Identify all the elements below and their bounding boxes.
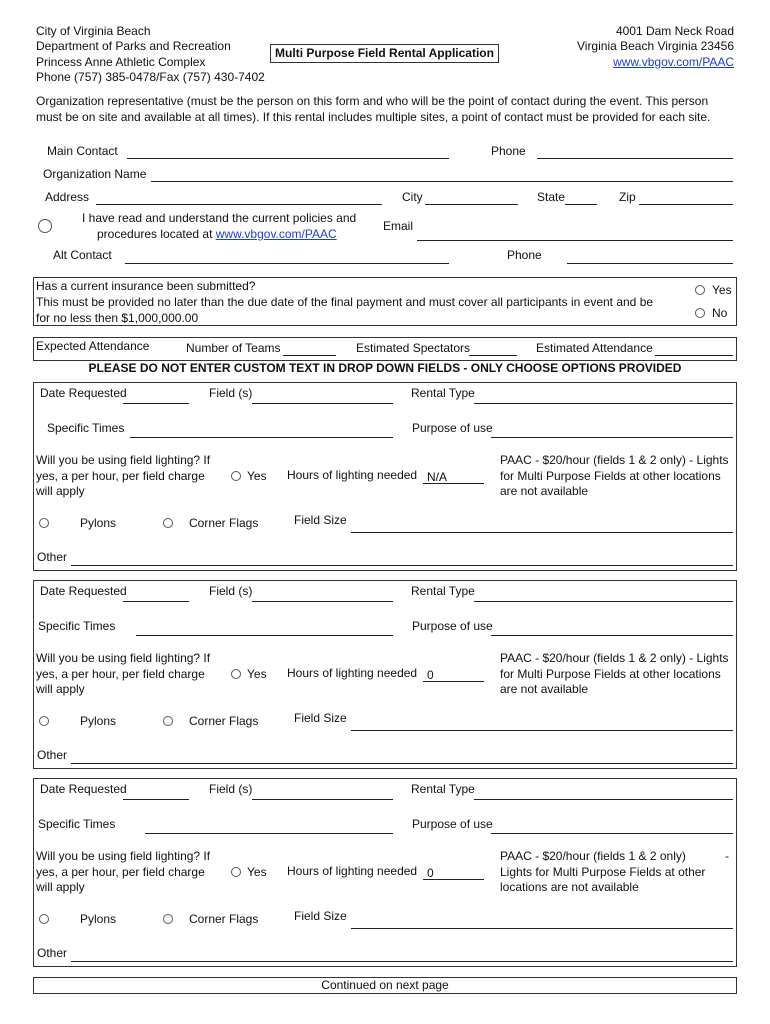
- pylons-label: Pylons: [80, 912, 117, 926]
- specific-times-label: Specific Times: [47, 421, 125, 435]
- policy-acknowledge-radio[interactable]: [38, 219, 52, 233]
- hours-of-lighting-value[interactable]: N/A: [427, 470, 448, 484]
- number-of-teams-label: Number of Teams: [186, 341, 281, 355]
- alt-contact-field[interactable]: [125, 263, 449, 264]
- intro-line-2: must be on site and available at all times). If this rental includes multiple sites, a point of contact must be provided for each site.: [36, 110, 711, 124]
- form-title: [270, 44, 499, 63]
- email-label: Email: [383, 219, 414, 233]
- corner-flags-radio[interactable]: [163, 716, 173, 726]
- organization-name-field[interactable]: [151, 181, 733, 182]
- footer-box: [33, 977, 737, 994]
- hours-of-lighting-label: Hours of lighting needed: [287, 864, 418, 878]
- specific-times-label: Specific Times: [38, 817, 116, 831]
- rental-type-label: Rental Type: [411, 584, 475, 598]
- lighting-yes-label: Yes: [247, 469, 267, 483]
- policy-text-line-1: I have read and understand the current policies and: [82, 211, 357, 225]
- corner-flags-label: Corner Flags: [189, 516, 259, 530]
- fields-dropdown[interactable]: [252, 601, 393, 602]
- paac-note-line-2: Lights for Multi Purpose Fields at other: [500, 865, 706, 879]
- policy-link[interactable]: www.vbgov.com/PAAC: [215, 227, 337, 241]
- pylons-radio[interactable]: [39, 518, 49, 528]
- header-org-line-1: City of Virginia Beach: [36, 24, 151, 38]
- lighting-question-line-3: will apply: [36, 682, 85, 696]
- insurance-note-line-1: This must be provided no later than the due date of the final payment and must cover all participants in event and be: [36, 295, 654, 309]
- fields-label: Field (s): [209, 386, 253, 400]
- date-requested-dropdown[interactable]: [123, 403, 189, 404]
- organization-name-label: Organization Name: [43, 167, 147, 181]
- date-requested-dropdown[interactable]: [123, 799, 189, 800]
- alt-phone-label: Phone: [507, 248, 542, 262]
- hours-of-lighting-value[interactable]: 0: [427, 866, 434, 880]
- date-requested-label: Date Requested: [40, 782, 127, 796]
- estimated-spectators-field[interactable]: [469, 355, 517, 356]
- specific-times-field[interactable]: [130, 437, 393, 438]
- purpose-dropdown[interactable]: [491, 833, 733, 834]
- lighting-question-line-1: Will you be using field lighting? If: [36, 849, 211, 863]
- fields-dropdown[interactable]: [252, 799, 393, 800]
- other-label: Other: [37, 946, 68, 960]
- lighting-yes-radio[interactable]: [231, 471, 241, 481]
- lighting-yes-label: Yes: [247, 667, 267, 681]
- lighting-yes-label: Yes: [247, 865, 267, 879]
- fields-dropdown[interactable]: [252, 403, 393, 404]
- dropdown-notice: PLEASE DO NOT ENTER CUSTOM TEXT IN DROP DOWN FIELDS - ONLY CHOOSE OPTIONS PROVIDED: [88, 361, 682, 375]
- email-field[interactable]: [417, 240, 733, 241]
- header-website-link[interactable]: www.vbgov.com/PAAC: [613, 55, 734, 69]
- header-address-line-1: 4001 Dam Neck Road: [615, 24, 734, 38]
- address-label: Address: [45, 190, 90, 204]
- phone-label: Phone: [491, 144, 526, 158]
- header-address-line-2: Virginia Beach Virginia 23456: [576, 39, 734, 53]
- lighting-yes-radio[interactable]: [231, 669, 241, 679]
- policy-text-line-2: [97, 227, 337, 241]
- alt-phone-field[interactable]: [567, 263, 733, 264]
- hours-of-lighting-label: Hours of lighting needed: [287, 468, 418, 482]
- paac-note-line-2: for Multi Purpose Fields at other locations: [500, 667, 721, 681]
- lighting-question-line-3: will apply: [36, 880, 85, 894]
- lighting-question-line-3: will apply: [36, 484, 85, 498]
- date-requested-dropdown[interactable]: [123, 601, 189, 602]
- paac-note-line-1: PAAC - $20/hour (fields 1 & 2 only) - Lights: [500, 651, 729, 665]
- rental-type-label: Rental Type: [411, 782, 475, 796]
- field-size-label: Field Size: [294, 513, 347, 527]
- form-title-text: Multi Purpose Field Rental Application: [275, 46, 494, 60]
- paac-note-line-3: are not available: [500, 682, 589, 696]
- paac-note-line-1: PAAC - $20/hour (fields 1 & 2 only) - Lights: [500, 453, 729, 467]
- fields-label: Field (s): [209, 584, 253, 598]
- alt-contact-label: Alt Contact: [53, 248, 112, 262]
- rental-type-dropdown[interactable]: [474, 601, 733, 602]
- other-label: Other: [37, 748, 68, 762]
- paac-note-line-3: are not available: [500, 484, 589, 498]
- state-label: State: [537, 190, 566, 204]
- paac-note-line-2: for Multi Purpose Fields at other locations: [500, 469, 721, 483]
- rental-type-dropdown[interactable]: [474, 799, 733, 800]
- main-contact-label: Main Contact: [47, 144, 118, 158]
- date-requested-label: Date Requested: [40, 584, 127, 598]
- fields-label: Field (s): [209, 782, 253, 796]
- expected-attendance-label: Expected Attendance: [36, 339, 150, 353]
- corner-flags-radio[interactable]: [163, 914, 173, 924]
- city-field[interactable]: [425, 204, 518, 205]
- main-contact-field[interactable]: [127, 158, 449, 159]
- insurance-yes-label: Yes: [712, 283, 732, 297]
- insurance-note-line-2: for no less then $1,000,000.00: [36, 311, 199, 325]
- field-size-dropdown[interactable]: [351, 532, 733, 533]
- hours-of-lighting-label: Hours of lighting needed: [287, 666, 418, 680]
- rental-type-label: Rental Type: [411, 386, 475, 400]
- state-field[interactable]: [565, 204, 597, 205]
- purpose-label: Purpose of use: [412, 817, 493, 831]
- lighting-yes-radio[interactable]: [231, 867, 241, 877]
- lighting-question-line-2: yes, a per hour, per field charge: [36, 667, 205, 681]
- specific-times-label: Specific Times: [38, 619, 116, 633]
- hours-of-lighting-field[interactable]: [423, 483, 484, 484]
- lighting-question-line-1: Will you be using field lighting? If: [36, 651, 211, 665]
- phone-field[interactable]: [537, 158, 733, 159]
- number-of-teams-field[interactable]: [283, 355, 336, 356]
- city-label: City: [402, 190, 423, 204]
- zip-label: Zip: [619, 190, 636, 204]
- lighting-question-line-2: yes, a per hour, per field charge: [36, 469, 205, 483]
- header-org-line-4: Phone (757) 385-0478/Fax (757) 430-7402: [36, 70, 265, 84]
- hours-of-lighting-field[interactable]: [423, 879, 484, 880]
- field-size-label: Field Size: [294, 711, 347, 725]
- corner-flags-label: Corner Flags: [189, 912, 259, 926]
- rental-type-dropdown[interactable]: [474, 403, 733, 404]
- estimated-attendance-label: Estimated Attendance: [536, 341, 653, 355]
- date-requested-label: Date Requested: [40, 386, 127, 400]
- purpose-dropdown[interactable]: [491, 635, 733, 636]
- purpose-label: Purpose of use: [412, 619, 493, 633]
- header-org-line-2: Department of Parks and Recreation: [36, 39, 231, 53]
- lighting-question-line-1: Will you be using field lighting? If: [36, 453, 211, 467]
- field-size-label: Field Size: [294, 909, 347, 923]
- lighting-question-line-2: yes, a per hour, per field charge: [36, 865, 205, 879]
- insurance-no-radio[interactable]: [695, 308, 705, 318]
- paac-note-line-3: locations are not available: [500, 880, 639, 894]
- specific-times-field[interactable]: [136, 635, 393, 636]
- pylons-radio[interactable]: [39, 914, 49, 924]
- hours-of-lighting-value[interactable]: 0: [427, 668, 434, 682]
- header-org-line-3: Princess Anne Athletic Complex: [36, 55, 206, 69]
- paac-note-line-1: PAAC - $20/hour (fields 1 & 2 only): [500, 849, 686, 863]
- insurance-yes-radio[interactable]: [695, 285, 705, 295]
- intro-line-1: Organization representative (must be the person on this form and who will be the point of contact during the event. This person: [36, 94, 709, 108]
- pylons-label: Pylons: [80, 516, 117, 530]
- hours-of-lighting-field[interactable]: [423, 681, 484, 682]
- corner-flags-radio[interactable]: [163, 518, 173, 528]
- estimated-attendance-field[interactable]: [655, 355, 733, 356]
- insurance-no-label: No: [712, 306, 728, 320]
- other-label: Other: [37, 550, 68, 564]
- specific-times-field[interactable]: [145, 833, 393, 834]
- field-size-dropdown[interactable]: [351, 928, 733, 929]
- estimated-spectators-label: Estimated Spectators: [356, 341, 471, 355]
- address-field[interactable]: [96, 204, 382, 205]
- corner-flags-label: Corner Flags: [189, 714, 259, 728]
- paac-note-dash: -: [725, 849, 729, 863]
- purpose-dropdown[interactable]: [491, 437, 733, 438]
- other-field[interactable]: [71, 565, 733, 566]
- insurance-question: Has a current insurance been submitted?: [36, 279, 256, 293]
- other-field[interactable]: [71, 961, 733, 962]
- purpose-label: Purpose of use: [412, 421, 493, 435]
- field-size-dropdown[interactable]: [351, 730, 733, 731]
- other-field[interactable]: [71, 763, 733, 764]
- zip-field[interactable]: [639, 204, 733, 205]
- policy-text-prefix: procedures located at: [97, 227, 213, 241]
- continued-label: Continued on next page: [321, 978, 449, 992]
- pylons-label: Pylons: [80, 714, 117, 728]
- pylons-radio[interactable]: [39, 716, 49, 726]
